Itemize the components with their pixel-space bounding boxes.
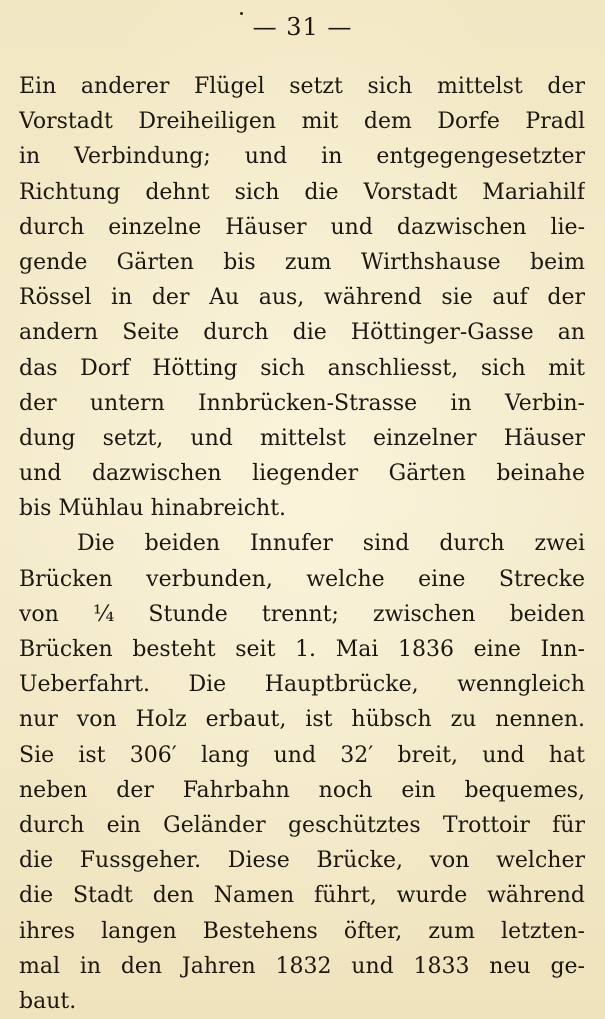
text-line: mal in den Jahren 1832 und 1833 neu ge-	[19, 953, 585, 979]
text-line: das Dorf Hötting sich anschliesst, sich mit	[19, 355, 585, 381]
paragraph-start-line: Die beiden Innufer sind durch zwei	[77, 531, 585, 557]
text-line: die Stadt den Namen führt, wurde während	[19, 883, 585, 909]
text-line: Brücken besteht seit 1. Mai 1836 eine Inn-	[19, 637, 585, 662]
text-line: nur von Holz erbaut, ist hübsch zu nennen.	[19, 707, 585, 733]
paragraph-end-line: bis Mühlau hinabreicht.	[19, 496, 287, 522]
text-line: Ein anderer Flügel setzt sich mittelst der	[19, 74, 585, 99]
text-line: ihres langen Bestehens öfter, zum letzten-	[19, 918, 585, 944]
paragraph-end-line: baut.	[19, 988, 77, 1014]
text-line: der untern Innbrücken-Strasse in Verbin-	[19, 390, 585, 416]
text-line: neben der Fahrbahn noch ein bequemes,	[19, 777, 585, 803]
text-line: durch einzelne Häuser und dazwischen lie-	[19, 214, 585, 240]
text-line: in Verbindung; und in entgegengesetzter	[19, 144, 585, 170]
text-line: andern Seite durch die Höttinger-Gasse an	[19, 320, 585, 346]
text-line: Richtung dehnt sich die Vorstadt Mariahilf	[19, 179, 585, 205]
text-line: durch ein Geländer geschütztes Trottoir für	[19, 812, 585, 838]
text-line: die Fussgeher. Diese Brücke, von welcher	[19, 848, 585, 874]
text-line: und dazwischen liegender Gärten beinahe	[19, 461, 585, 487]
text-line: Vorstadt Dreiheiligen mit dem Dorfe Pradl	[19, 109, 585, 135]
page-number-header: — 31 —	[252, 13, 353, 41]
text-line: Ueberfahrt. Die Hauptbrücke, wenngleich	[19, 672, 585, 698]
text-line: Brücken verbunden, welche eine Strecke	[19, 566, 585, 592]
body-text	[19, 69, 585, 1019]
text-line: Rössel in der Au aus, während sie auf der	[19, 285, 585, 311]
text-line: Sie ist 306′ lang und 32′ breit, und hat	[19, 742, 585, 768]
text-line: gende Gärten bis zum Wirthshause beim	[19, 249, 585, 275]
text-line: von ¼ Stunde trennt; zwischen beiden	[19, 601, 585, 627]
text-line: dung setzt, und mittelst einzelner Häuser	[19, 425, 585, 451]
